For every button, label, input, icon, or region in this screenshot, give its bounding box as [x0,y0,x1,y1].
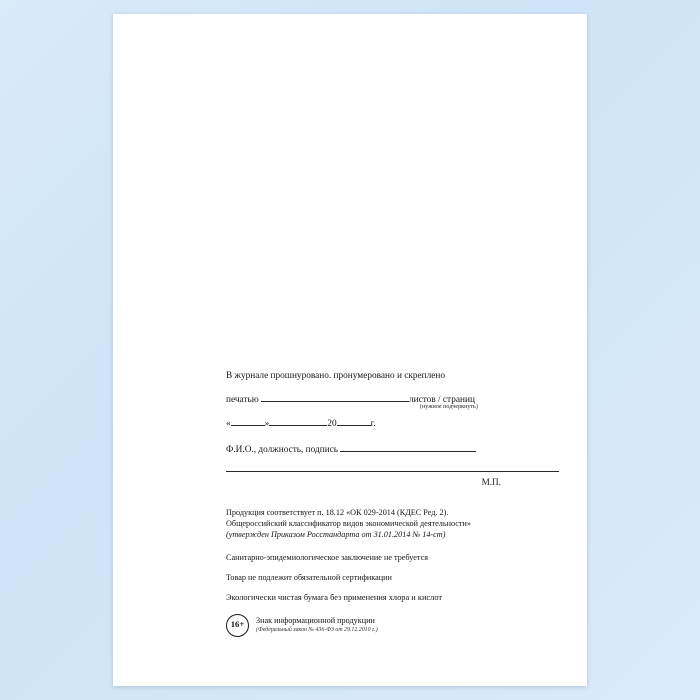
year-prefix: 20 [327,419,337,430]
age-rating-law-note: (Федеральный закон № 436-ФЗ от 29.12.2010 г.) [256,627,378,634]
fio-blank-rule [340,442,476,452]
sanitary-paragraph: Санитарно-эпидемиологическое заключение не требуется [226,552,428,562]
signature-long-rule [226,470,559,472]
date-line [226,416,559,431]
document-page [113,14,587,686]
date-quote-close: » [264,419,270,430]
year-suffix: г. [370,419,376,430]
document-text-block [226,369,559,637]
age-rating-text [256,615,378,635]
underline-note: (нужное подчеркнуть) [420,403,478,410]
sheets-label: листов / страниц [408,394,475,405]
fio-label: Ф.И.О., должность, подпись [226,444,339,455]
certification-paragraph: Товар не подлежит обязательной сертификации [226,572,392,582]
day-blank-rule [231,416,265,426]
eco-paragraph: Экологически чистая бумага без применения хлора и кислот [226,593,443,603]
journal-statement-line [226,369,559,383]
fio-line [226,442,559,457]
mp-label: М.П. [481,477,501,488]
year-blank-rule [337,416,371,426]
age-rating-block [226,614,559,637]
journal-statement-text: В журнале прошнуровано. пронумеровано и скреплено [226,371,446,381]
seal-line [226,392,559,410]
age-rating-badge: 16+ [226,614,249,637]
date-quote-open: « [226,419,231,430]
product-compliance-line-3: (утвержден Приказом Росстандарта от 31.01.2014 № 14-ст) [226,530,446,540]
age-rating-title: Знак информационной продукции [256,616,375,626]
product-compliance-line-2: Общероссийский классификатор видов экономической деятельности» [226,518,471,528]
seal-label: печатью [226,394,259,405]
month-blank-rule [269,416,327,426]
seal-blank-rule [261,392,409,402]
product-compliance-paragraph [226,507,559,541]
product-compliance-line-1: Продукция соответствует п. 18.12 «ОК 029-2014 (КДЕС Ред. 2). [226,507,449,517]
